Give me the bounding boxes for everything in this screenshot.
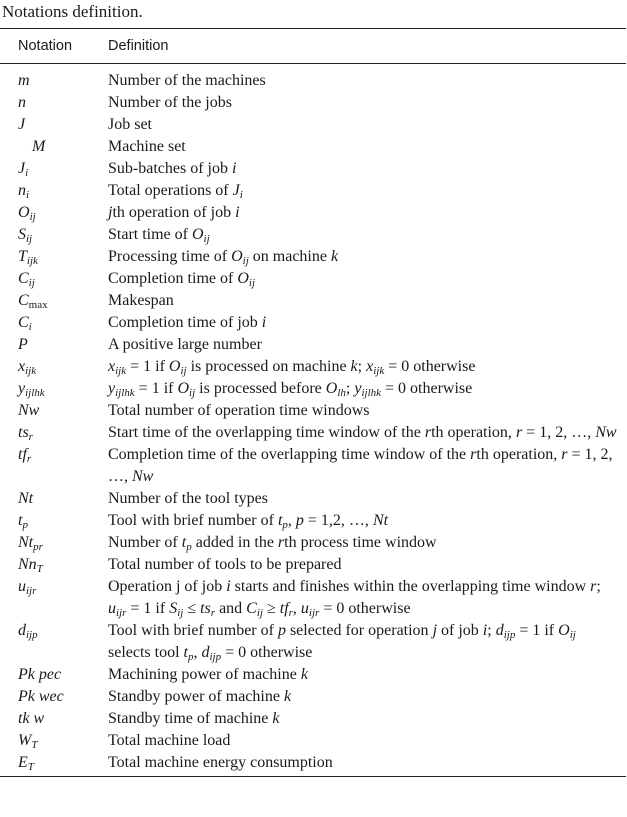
definition-cell: Standby power of machine k xyxy=(108,688,292,705)
table-row xyxy=(0,620,626,664)
table-row xyxy=(0,554,626,576)
table-row xyxy=(0,400,626,422)
column-header-definition: Definition xyxy=(108,38,169,54)
table-row xyxy=(0,422,626,444)
notation-cell: m xyxy=(18,72,30,89)
definition-cell: Start time of $O_{ij}$ xyxy=(108,226,210,245)
definition-cell: Number of $t_p$ added in the rth process time window xyxy=(108,534,437,553)
definition-cell: jth operation of job i xyxy=(108,204,240,221)
definition-cell: $x_{ijk} = 1$ if $O_{ij}$ is processed on machine k; $x_{ijk} = 0$ otherwise xyxy=(108,358,476,377)
notation-cell: $J_i$ xyxy=(18,160,29,179)
table-row xyxy=(0,246,626,268)
table-row xyxy=(0,686,626,708)
table-row xyxy=(0,664,626,686)
definition-cell: A positive large number xyxy=(108,336,262,353)
definition-cell: Tool with brief number of $t_p$, p = 1,2, …, Nt xyxy=(108,512,389,531)
table-row xyxy=(0,532,626,554)
table-row xyxy=(0,312,626,334)
table-row xyxy=(0,158,626,180)
definition-cell: Processing time of $O_{ij}$ on machine k xyxy=(108,248,339,267)
table-row xyxy=(0,510,626,532)
notation-cell: $tf_r$ xyxy=(18,446,32,465)
notation-cell: $E_T$ xyxy=(18,754,34,773)
notation-cell: $O_{ij}$ xyxy=(18,204,36,223)
definition-cell: Total machine energy consumption xyxy=(108,754,333,771)
definition-cell: Completion time of job i xyxy=(108,314,267,331)
table-row xyxy=(0,290,626,312)
definition-cell: Total number of tools to be prepared xyxy=(108,556,342,573)
table-caption: Notations definition. xyxy=(2,2,143,21)
definition-cell: Number of the jobs xyxy=(108,94,232,111)
definition-cell: $y_{ijlhk} = 1$ if $O_{ij}$ is processed before $O_{lh}$; $y_{ijlhk} = 0$ otherwise xyxy=(108,380,473,399)
notation-cell: $C_{max}$ xyxy=(18,292,48,311)
table-header xyxy=(0,29,626,64)
table-row xyxy=(0,224,626,246)
table-row xyxy=(0,334,626,356)
definition-cell: Makespan xyxy=(108,292,174,309)
notation-cell: $y_{ijlhk}$ xyxy=(18,380,45,399)
notation-cell: tk w xyxy=(18,710,45,727)
definition-cell: Sub-batches of job i xyxy=(108,160,237,177)
definition-cell: Operation j of job i starts and finishes within the overlapping time window r; $u_{ijr} = 1$ if $S_{ij} \le ts_r$ and $C_{ij} \ge tf_r$, $u_{ijr} = 0$ otherwise xyxy=(108,578,601,619)
notation-table xyxy=(0,28,626,777)
notation-cell: Pk pec xyxy=(18,666,62,683)
notation-cell: J xyxy=(18,116,26,133)
table-row xyxy=(0,444,626,488)
table-row xyxy=(0,752,626,774)
notation-cell: $W_T$ xyxy=(18,732,38,751)
notation-cell: Nt xyxy=(18,490,34,507)
notation-cell: $u_{ijr}$ xyxy=(18,578,37,597)
definition-cell: Start time of the overlapping time window of the rth operation, r = 1, 2, …, Nw xyxy=(108,424,617,441)
notation-cell: P xyxy=(18,336,28,353)
definition-cell: Completion time of $O_{ij}$ xyxy=(108,270,256,289)
notation-cell: $x_{ijk}$ xyxy=(18,358,37,377)
table-row xyxy=(0,356,626,378)
notation-cell: $T_{ijk}$ xyxy=(18,248,38,267)
definition-cell: Machine set xyxy=(108,138,186,155)
notation-cell: $n_i$ xyxy=(18,182,30,201)
notation-cell: $d_{ijp}$ xyxy=(18,622,38,641)
definition-cell: Tool with brief number of p selected for operation j of job i; $d_{ijp} = 1$ if $O_{ij}$ selects tool $t_p$, $d_{ijp} = 0$ otherwise xyxy=(108,622,576,663)
notation-cell: M xyxy=(32,138,46,155)
table-row xyxy=(0,202,626,224)
table-row xyxy=(0,114,626,136)
table-row xyxy=(0,730,626,752)
notation-cell: $S_{ij}$ xyxy=(18,226,33,245)
definition-cell: Number of the tool types xyxy=(108,490,268,507)
notation-cell: $Nt_{pr}$ xyxy=(18,534,43,553)
definition-cell: Job set xyxy=(108,116,152,133)
notation-cell: Nw xyxy=(18,402,40,419)
table-body xyxy=(0,64,626,776)
table-row xyxy=(0,268,626,290)
table-row xyxy=(0,180,626,202)
table-row xyxy=(0,136,626,158)
table-row xyxy=(0,488,626,510)
table-row xyxy=(0,576,626,620)
definition-cell: Completion time of the overlapping time window of the rth operation, r = 1, 2, …, Nw xyxy=(108,446,613,485)
table-row xyxy=(0,92,626,114)
table-row xyxy=(0,378,626,400)
notation-cell: n xyxy=(18,94,26,111)
definition-cell: Machining power of machine k xyxy=(108,666,308,683)
notation-cell: Pk wec xyxy=(18,688,64,705)
definition-cell: Number of the machines xyxy=(108,72,266,89)
column-header-notation: Notation xyxy=(18,38,73,54)
table-row xyxy=(0,708,626,730)
definition-cell: Total number of operation time windows xyxy=(108,402,370,419)
definition-cell: Total machine load xyxy=(108,732,231,749)
definition-cell: Standby time of machine k xyxy=(108,710,280,727)
notation-cell: $C_{ij}$ xyxy=(18,270,35,289)
notation-cell: $ts_r$ xyxy=(18,424,33,443)
notation-cell: $Nn_T$ xyxy=(18,556,43,575)
notation-cell: $C_i$ xyxy=(18,314,32,333)
definition-cell: Total operations of $J_i$ xyxy=(108,182,243,201)
notation-cell: $t_p$ xyxy=(18,512,28,531)
table-row xyxy=(0,70,626,92)
